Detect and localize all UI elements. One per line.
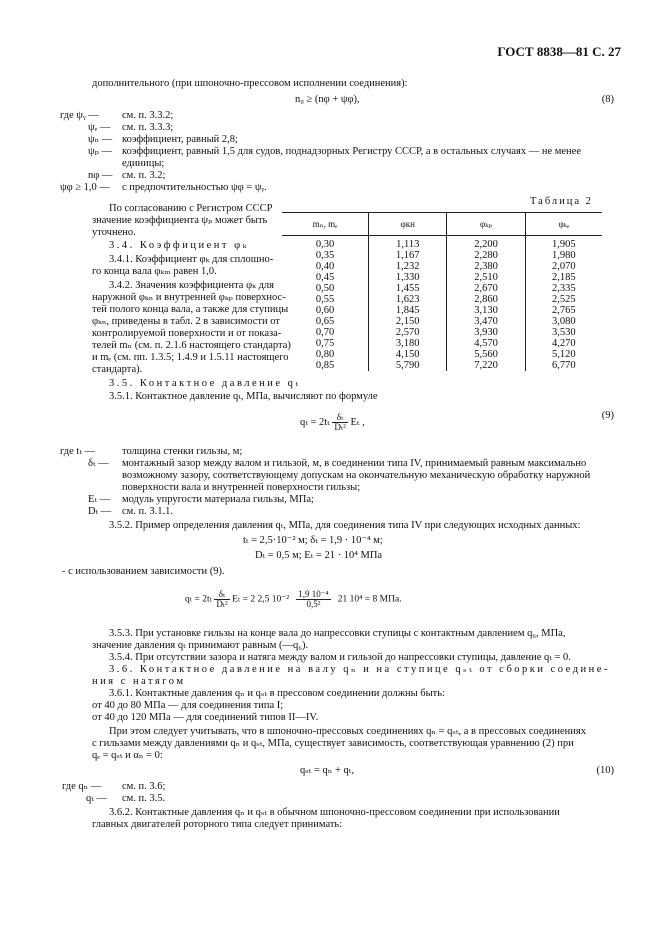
eq-term: qₜ = 2tₜ	[185, 594, 212, 605]
paragraph-text: 3.5.2. Пример определения давления qₜ, МПа, для соединения типа IV при следующих исходных данных:	[109, 520, 581, 531]
paragraph-text: от 40 до 80 МПа — для соединения типа I;	[92, 700, 284, 711]
table-cell: 1,232	[369, 261, 447, 272]
table-cell: 2,510	[447, 272, 525, 283]
def-text: с предпочтительностью ψφ = ψᵧ.	[122, 182, 267, 193]
table-cell: 3,470	[447, 316, 525, 327]
table-cell: 0,70	[315, 327, 335, 338]
table-cell: 5,790	[369, 360, 447, 371]
paragraph-text: 3.5.3. При установке гильзы на конце вала до напрессовки ступицы с контактным давлением q₆, МПа,	[109, 628, 566, 639]
table-row	[282, 250, 602, 261]
table-cell: 4,270	[525, 338, 602, 349]
table-cell: 3,530	[525, 327, 602, 338]
table-caption: Таблица 2	[530, 196, 593, 207]
table-row	[282, 327, 602, 338]
table-cell: 1,167	[369, 250, 447, 261]
eq-term: Eₜ = 2 2,5 10⁻²	[232, 594, 290, 605]
def-text: см. п. 3.5.	[122, 793, 166, 804]
equation-8: n₀ ≥ (nφ + ψφ),	[295, 94, 360, 105]
def-symbol: где tₜ —	[60, 446, 96, 457]
eq-fraction	[332, 413, 347, 432]
paragraph-text: значение коэффициента ψₚ может быть	[92, 215, 268, 226]
table-row	[282, 294, 602, 305]
eq-fraction	[296, 590, 330, 609]
section-heading: 3.6. Контактное давление на валу qₙ и на ступице qₛₜ от сборки соедине-	[109, 664, 610, 675]
paragraph-text: 3.6.2. Контактные давления qₙ и qₛₜ в обычном шпоночно-прессовом соединении при использовании	[109, 807, 560, 818]
table-row	[282, 349, 602, 360]
def-symbol: qₜ —	[86, 793, 107, 804]
eq-term: qₜ = 2tₜ	[300, 416, 330, 428]
paragraph-text: - с использованием зависимости (9).	[62, 566, 225, 577]
equation-number: (10)	[596, 765, 614, 776]
paragraph-text: с гильзами между давлениями qₙ и qₛₜ, МПа, существует зависимость, соответствующая уравнению (2) при	[92, 738, 574, 749]
paragraph-text: контролируемой поверхности и от показа-	[92, 328, 282, 339]
table-row	[282, 283, 602, 294]
table-cell: 2,570	[369, 327, 447, 338]
table-cell: 2,280	[447, 250, 525, 261]
coefficient-table	[282, 212, 602, 371]
table-cell: 2,380	[447, 261, 525, 272]
table-cell: 3,930	[447, 327, 525, 338]
def-symbol: ψₑ —	[88, 122, 111, 133]
table-cell: 0,85	[315, 360, 335, 371]
table-cell: 1,623	[369, 294, 447, 305]
table-cell: 1,113	[369, 236, 447, 251]
paragraph-text: от 40 до 120 МПа — для соединений типов II—IV.	[92, 712, 319, 723]
def-symbol: δₜ —	[88, 458, 109, 469]
table-row	[282, 272, 602, 283]
paragraph-text: дополнительного (при шпоночно-прессовом исполнении соединения):	[92, 78, 408, 89]
calculation-line	[185, 590, 402, 609]
def-text: см. п. 3.6;	[122, 781, 166, 792]
table-cell: 2,335	[525, 283, 602, 294]
paragraph-text: наружной φₖₙ и внутренней φₖₚ поверхнос-	[92, 292, 286, 303]
fraction-denominator: 0,5²	[306, 599, 321, 609]
table-cell: 0,80	[315, 349, 335, 360]
def-text: см. п. 3.1.1.	[122, 506, 174, 517]
def-symbol: ψφ ≥ 1,0 —	[60, 182, 110, 193]
def-text: см. п. 3.3.2;	[122, 110, 174, 121]
table-cell: 2,525	[525, 294, 602, 305]
def-text: см. п. 3.3.3;	[122, 122, 174, 133]
paragraph-text: При этом следует учитывать, что в шпоночно-прессовых соединениях qₙ = qₛₜ, а в прессовых соединениях	[109, 726, 586, 737]
def-symbol: Dₜ —	[88, 506, 112, 517]
table-cell: 1,905	[525, 236, 602, 251]
def-text: см. п. 3.2;	[122, 170, 166, 181]
table-row	[282, 261, 602, 272]
table-row	[282, 305, 602, 316]
paragraph-text: 3.6.1. Контактные давления qₙ и qₛₜ в прессовом соединении должны быть:	[109, 688, 445, 699]
paragraph-text: 3.4.1. Коэффициент φₖ для сплошно-	[109, 254, 274, 265]
table-cell: 0,75	[315, 338, 335, 349]
equation-number: (8)	[601, 94, 614, 105]
input-data-line: Dₜ = 0,5 м; Eₜ = 21 · 10⁴ МПа	[255, 550, 383, 561]
page-header: ГОСТ 8838—81 С. 27	[497, 44, 621, 59]
paragraph-text: главных двигателей роторного типа следует принимать:	[92, 819, 343, 830]
table-cell: 6,770	[525, 360, 602, 371]
paragraph-text: стандарта).	[92, 364, 143, 375]
table-cell: 2,185	[525, 272, 602, 283]
equation-9	[300, 413, 365, 432]
paragraph-text: значение давления qₜ принимают равным (—q₆).	[92, 640, 309, 651]
table-cell: 5,120	[525, 349, 602, 360]
def-symbol: nφ —	[88, 170, 113, 181]
def-text: модуль упругости материала гильзы, МПа;	[122, 494, 314, 505]
paragraph-text: и mₑ (см. пп. 1.3.5; 1.4.9 и 1.5.11 настоящего	[92, 352, 289, 363]
table-cell: 7,220	[447, 360, 525, 371]
eq-fraction	[214, 590, 229, 609]
table-body	[282, 236, 602, 372]
paragraph-text: По согласованию с Регистром СССР	[109, 203, 273, 214]
fraction-numerator: δₜ	[214, 590, 229, 600]
table-cell: 0,55	[315, 294, 335, 305]
equation-10: qₛₜ = qₙ + qₜ,	[300, 765, 354, 776]
def-symbol: ψₙ —	[88, 134, 113, 145]
table-cell: 2,765	[525, 305, 602, 316]
table-row	[282, 360, 602, 371]
table-header-row	[282, 213, 602, 236]
column-header: φкн	[369, 213, 447, 236]
paragraph-text: го конца вала φₖₘ равен 1,0.	[92, 266, 217, 277]
table-cell: 4,150	[369, 349, 447, 360]
paragraph-text: тей полого конца вала, а также для ступицы	[92, 304, 289, 315]
table-cell: 0,40	[315, 261, 335, 272]
equation-number: (9)	[601, 410, 614, 421]
paragraph-text: телей mₙ (см. п. 2.1.6 настоящего стандарта)	[92, 340, 291, 351]
table-cell: 0,65	[315, 316, 335, 327]
paragraph-text: 3.5.4. При отсутствии зазора и натяга между валом и гильзой до напрессовки ступицы, давление qₜ = 0.	[109, 652, 571, 663]
table-cell: 0,45	[315, 272, 335, 283]
column-header: φₖₑ	[525, 213, 602, 236]
table-cell: 3,080	[525, 316, 602, 327]
fraction-denominator: Dₜ²	[334, 422, 346, 432]
table-cell: 1,455	[369, 283, 447, 294]
table-row	[282, 236, 602, 251]
table-cell: 0,35	[315, 250, 335, 261]
def-text: коэффициент, равный 1,5 для судов, поднадзорных Регистру СССР, а в остальных случаях — не менее единицы;	[122, 146, 581, 169]
fraction-numerator: δₜ	[332, 413, 347, 423]
table-cell: 5,560	[447, 349, 525, 360]
table-cell: 2,860	[447, 294, 525, 305]
eq-term: Eₜ ,	[350, 416, 365, 428]
table-row	[282, 316, 602, 327]
def-text: толщина стенки гильзы, м;	[122, 446, 243, 457]
table-cell: 1,330	[369, 272, 447, 283]
table-cell: 3,180	[369, 338, 447, 349]
table-cell: 2,150	[369, 316, 447, 327]
def-text: монтажный зазор между валом и гильзой, м, в соединении типа IV, принимаемый равным максимально возможному зазору, соответствующему допускам на окончательную механическую обработку наружной поверхности вала и внутренней поверхности гильзы;	[122, 458, 591, 493]
paragraph-text: 3.5.1. Контактное давление qₜ, МПа, вычисляют по формуле	[109, 391, 378, 402]
table-cell: 1,845	[369, 305, 447, 316]
section-heading: ния с натягом	[92, 676, 186, 687]
table-cell: 4,570	[447, 338, 525, 349]
section-heading: 3.4. Коэффициент φₖ	[109, 240, 249, 251]
paragraph-text: уточнено.	[92, 227, 136, 238]
column-header: mₙ, mₑ	[282, 213, 369, 236]
def-text: коэффициент, равный 2,8;	[122, 134, 238, 145]
fraction-numerator: 1,9 10⁻⁴	[298, 589, 329, 599]
def-symbol: где qₙ —	[62, 781, 102, 792]
section-heading: 3.5. Контактное давление qₜ	[109, 378, 301, 389]
column-header: φₖₚ	[447, 213, 525, 236]
def-symbol: ψₚ —	[88, 146, 112, 157]
paragraph-text: φₖₙ, приведены в табл. 2 в зависимости от	[92, 316, 280, 327]
table-cell: 0,60	[315, 305, 335, 316]
table-cell: 0,30	[315, 239, 335, 250]
def-symbol: где ψᵧ —	[60, 110, 99, 121]
eq-term: 21 10⁴ = 8 МПа.	[337, 594, 402, 605]
paragraph-text: 3.4.2. Значения коэффициента φₖ для	[109, 280, 275, 291]
table-cell: 2,200	[447, 236, 525, 251]
input-data-line: tₜ = 2,5·10⁻² м; δₜ = 1,9 · 10⁻⁴ м;	[243, 535, 383, 546]
table-cell: 2,070	[525, 261, 602, 272]
table-cell: 0,50	[315, 283, 335, 294]
table-cell: 2,670	[447, 283, 525, 294]
table-row	[282, 338, 602, 349]
def-symbol: Eₜ —	[88, 494, 111, 505]
paragraph-text: qₑ = qₛₜ и αₙ = 0:	[92, 750, 163, 761]
table-cell: 1,980	[525, 250, 602, 261]
fraction-denominator: Dₜ²	[216, 599, 228, 609]
table-cell: 3,130	[447, 305, 525, 316]
